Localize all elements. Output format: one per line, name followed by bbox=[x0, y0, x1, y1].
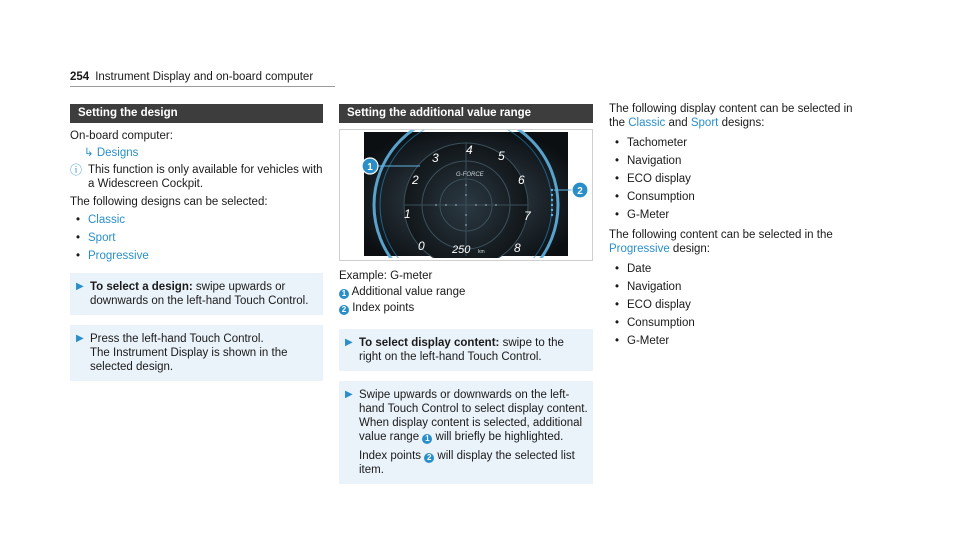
list-item: • Consumption bbox=[609, 316, 869, 330]
list-item: • ECO display bbox=[609, 172, 869, 186]
gauge-number: 1 bbox=[404, 207, 411, 221]
list-item bbox=[70, 231, 323, 245]
list-item: • Navigation bbox=[609, 280, 869, 294]
gauge-number: 4 bbox=[466, 143, 473, 157]
step-arrow-icon: ▶ bbox=[76, 333, 84, 344]
info-icon: ⓘ bbox=[70, 163, 83, 177]
info-note bbox=[70, 163, 323, 191]
header-rule bbox=[70, 86, 335, 87]
callout-badge-2-label: 2 bbox=[577, 186, 583, 197]
legend-text: Index points bbox=[352, 302, 415, 314]
list-item: • Tachometer bbox=[609, 136, 869, 150]
step-arrow-icon: ▶ bbox=[345, 389, 353, 400]
list-item: • Date bbox=[609, 262, 869, 276]
info-note-text: This function is only available for vehicles with a Widescreen Cockpit. bbox=[88, 164, 323, 190]
content-intro: The following display content can be selected in the Classic and Sport designs: bbox=[609, 103, 853, 129]
gauge-number: 8 bbox=[514, 241, 521, 255]
gauge-readout-unit: km bbox=[478, 249, 485, 255]
gauge-figure bbox=[339, 129, 593, 261]
gauge-number: 5 bbox=[498, 149, 505, 163]
gauge-number: 2 bbox=[412, 173, 419, 187]
gauge-number: 6 bbox=[518, 173, 525, 187]
list-item: • G-Meter bbox=[609, 334, 869, 348]
gauge-number: 3 bbox=[432, 151, 439, 165]
list-item: • Navigation bbox=[609, 154, 869, 168]
content-list-progressive bbox=[609, 262, 869, 348]
design-link-classic[interactable]: Classic bbox=[88, 214, 126, 226]
design-link-sport[interactable]: Sport bbox=[88, 232, 116, 244]
designs-intro: The following designs can be selected: bbox=[70, 196, 268, 208]
legend-text: Additional value range bbox=[351, 286, 466, 298]
step-arrow-icon: ▶ bbox=[345, 337, 353, 348]
callout-badge-1-label: 1 bbox=[367, 162, 373, 173]
step-text: swipe to the right on the left-hand Touch Control. bbox=[359, 337, 564, 363]
gauge-label: G-FORCE bbox=[456, 172, 484, 178]
step-text: Press the left-hand Touch Control. bbox=[90, 333, 264, 345]
step-swipe-content bbox=[339, 381, 593, 484]
step-text: Index points 2 will display the selected list item. bbox=[359, 450, 575, 476]
legend-badge: 1 bbox=[339, 289, 349, 299]
column-design bbox=[70, 104, 323, 381]
inline-badge: 2 bbox=[424, 453, 434, 463]
step-text: swipe upwards or downwards on the left-hand Touch Control. bbox=[90, 281, 309, 307]
list-item bbox=[70, 249, 323, 263]
page-number: 254 bbox=[70, 71, 90, 83]
step-text: The Instrument Display is shown in the selected design. bbox=[90, 347, 288, 373]
list-item: • Consumption bbox=[609, 190, 869, 204]
legend-badge: 2 bbox=[339, 305, 349, 315]
designs-list bbox=[70, 213, 323, 263]
step-bold: To select display content: bbox=[359, 337, 500, 349]
list-item bbox=[70, 213, 323, 227]
step-arrow-icon: ▶ bbox=[76, 281, 84, 292]
gauge-readout: 250 bbox=[452, 244, 471, 256]
header-title: Instrument Display and on-board computer bbox=[95, 71, 314, 83]
legend-row bbox=[339, 285, 593, 299]
link-sport[interactable]: Sport bbox=[690, 117, 719, 129]
link-progressive[interactable]: Progressive bbox=[609, 243, 670, 255]
link-classic[interactable]: Classic bbox=[628, 117, 666, 129]
step-bold: To select a design: bbox=[90, 281, 193, 293]
gauge-illustration bbox=[340, 130, 592, 258]
menu-arrow-icon: ↳ bbox=[84, 147, 94, 159]
content-intro-progressive: The following content can be selected in the Progressive design: bbox=[609, 229, 833, 255]
column-display-content bbox=[609, 102, 869, 352]
page-header bbox=[70, 70, 313, 84]
section-title-value-range: Setting the additional value range bbox=[339, 104, 593, 123]
design-link-progressive[interactable]: Progressive bbox=[88, 250, 149, 262]
step-text: Swipe upwards or downwards on the left-hand Touch Control to select display content. When display content is selected, additional value range 1 will briefly be highlighted. bbox=[359, 389, 588, 443]
content-list-classic-sport bbox=[609, 136, 869, 222]
step-press-touch bbox=[70, 325, 323, 381]
gauge-number: 0 bbox=[418, 239, 425, 253]
section-title-design: Setting the design bbox=[70, 104, 323, 123]
menu-path-label: On-board computer: bbox=[70, 130, 173, 142]
list-item: • G-Meter bbox=[609, 208, 869, 222]
figure-caption: Example: G-meter bbox=[339, 270, 433, 282]
legend-row bbox=[339, 301, 593, 315]
menu-item-designs[interactable]: Designs bbox=[96, 147, 139, 159]
gauge-number: 7 bbox=[524, 209, 531, 223]
list-item: • ECO display bbox=[609, 298, 869, 312]
column-value-range bbox=[339, 104, 593, 484]
menu-path bbox=[70, 146, 323, 160]
inline-badge: 1 bbox=[422, 434, 432, 444]
step-select-design bbox=[70, 273, 323, 315]
step-select-content bbox=[339, 329, 593, 371]
